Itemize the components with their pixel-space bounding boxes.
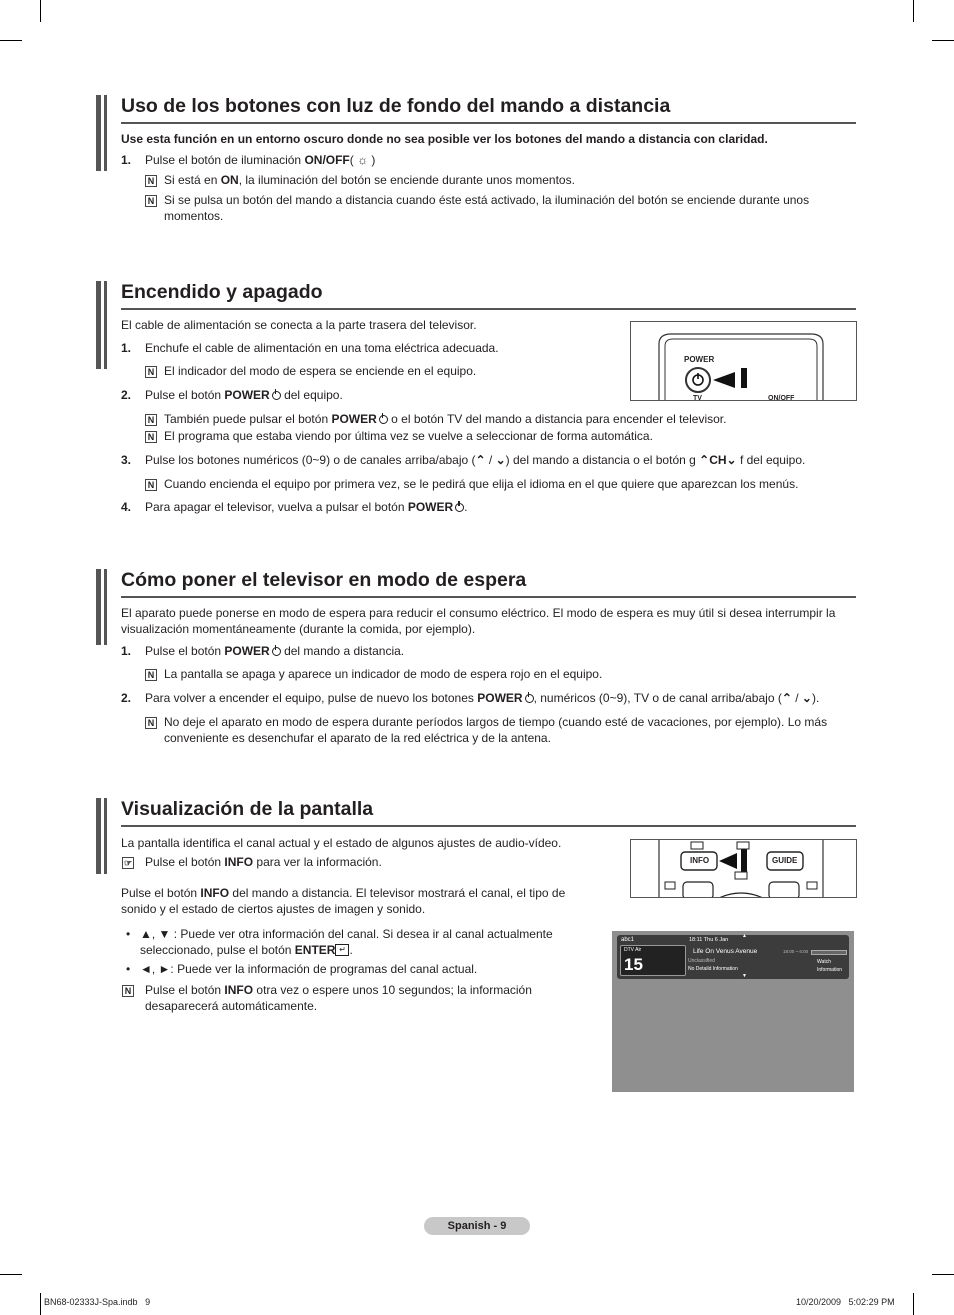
- remote-info-label: INFO: [690, 856, 710, 865]
- chevron-up-icon: ⌃: [475, 453, 486, 467]
- note-icon: N: [122, 985, 134, 997]
- step-text: Para apagar el televisor, vuelva a pulsar el botón POWER .: [145, 500, 468, 514]
- step-number: 2.: [121, 691, 132, 705]
- step-text: Pulse el botón POWER del mando a distancia.: [145, 644, 405, 658]
- step-number: 1.: [121, 153, 132, 167]
- note-icon: N: [145, 366, 157, 378]
- osd-time-range: 18:00 ~ 6:00: [783, 949, 809, 954]
- section-intro: La pantalla identifica el canal actual y el estado de algunos ajustes de audio-vídeo.: [121, 836, 562, 850]
- section-intro: El cable de alimentación se conecta a la parte trasera del televisor.: [121, 318, 477, 332]
- osd-information: Information: [817, 967, 843, 973]
- remote-drawing: [631, 840, 857, 898]
- section-title: Uso de los botones con luz de fondo del mando a distancia: [121, 95, 856, 124]
- osd-channel-name: abc1: [621, 937, 635, 943]
- footer-timestamp: 10/20/2009 5:02:29 PM: [796, 1297, 895, 1307]
- note-icon: N: [145, 175, 157, 187]
- remote-onoff-label: ON/OFF: [768, 395, 795, 401]
- chevron-down-icon: ⌄: [495, 453, 506, 467]
- crop-mark: [0, 1274, 22, 1275]
- step-number: 3.: [121, 453, 132, 467]
- footer-file: BN68-02333J-Spa.indb 9: [44, 1297, 151, 1307]
- section-standby: [96, 569, 856, 749]
- note-text: Si se pulsa un botón del mando a distancia cuando éste está activado, la iluminación del botón se enciende durante unos momentos.: [164, 193, 810, 223]
- crop-mark: [40, 1293, 41, 1315]
- osd-progress-bar: [811, 950, 847, 955]
- section-title: Visualización de la pantalla: [121, 798, 856, 827]
- note-text: La pantalla se apaga y aparece un indicador de modo de espera rojo en el equipo.: [164, 667, 603, 681]
- note-icon: N: [145, 479, 157, 491]
- section-intro: Use esta función en un entorno oscuro donde no sea posible ver los botones del mando a distancia con claridad.: [121, 132, 768, 146]
- crop-mark: [40, 0, 41, 22]
- crop-mark: [932, 40, 954, 41]
- power-icon: [525, 694, 534, 703]
- power-icon: [272, 391, 281, 400]
- step-text: Pulse el botón POWER del equipo.: [145, 388, 343, 402]
- chevron-down-icon: ⌄: [801, 691, 812, 705]
- tv-osd-screenshot: [612, 931, 854, 1092]
- page-number-pill: Spanish - 9: [424, 1217, 530, 1235]
- crop-mark: [0, 40, 22, 41]
- step-number: 1.: [121, 644, 132, 658]
- chevron-down-icon: ⌄: [726, 453, 737, 467]
- remote-guide-label: GUIDE: [772, 856, 798, 865]
- chevron-up-icon: ⌃: [699, 453, 710, 467]
- step-text: Para volver a encender el equipo, pulse de nuevo los botones POWER , numéricos (0~9), TV o de canal arriba/abajo (⌃ / ⌄).: [145, 691, 820, 705]
- power-icon: [272, 647, 281, 656]
- step-number: 1.: [121, 341, 132, 355]
- osd-detail: No Detaild Information: [688, 966, 738, 972]
- note-icon: N: [145, 414, 157, 426]
- bullet: •: [126, 927, 131, 941]
- osd-banner: [617, 935, 849, 979]
- bullet-text: ◄, ►: Puede ver la información de programas del canal actual.: [140, 962, 478, 976]
- note-icon: N: [145, 195, 157, 207]
- osd-category: Unclassified: [688, 958, 715, 964]
- note-icon: N: [145, 717, 157, 729]
- crop-mark: [913, 1293, 914, 1315]
- note-icon: N: [145, 669, 157, 681]
- bullet-text: ▲, ▼ : Puede ver otra información del canal. Si desea ir al canal actualmente seleccionado, pulse el botón ENTER ↵ .: [140, 927, 553, 957]
- note-text: También puede pulsar el botón POWER o el botón TV del mando a distancia para encender el televisor.: [164, 412, 727, 426]
- chevron-up-icon: ⌃: [781, 691, 792, 705]
- osd-channel-number: 15: [624, 955, 643, 974]
- note-text: Si está en ON, la iluminación del botón se enciende durante unos momentos.: [164, 173, 575, 187]
- step-number: 2.: [121, 388, 132, 402]
- step-text: Enchufe el cable de alimentación en una toma eléctrica adecuada.: [145, 341, 499, 355]
- osd-channel-box: [620, 945, 686, 976]
- step-text: Pulse el botón de iluminación ON/OFF( ☼ ): [145, 153, 376, 167]
- osd-down-arrow-icon: ▼: [742, 973, 747, 979]
- crop-mark: [932, 1274, 954, 1275]
- section-power: [96, 281, 856, 521]
- note-icon: N: [145, 431, 157, 443]
- osd-datetime: 18:11 Thu 6 Jan: [689, 937, 729, 943]
- note-text: Pulse el botón INFO otra vez o espere unos 10 segundos; la información desaparecerá automáticamente.: [145, 983, 532, 1013]
- bullet: •: [126, 962, 131, 976]
- paragraph: Pulse el botón INFO del mando a distancia. El televisor mostrará el canal, el tipo de sonido y el estado de ciertos ajustes de imagen y sonido.: [121, 886, 566, 916]
- osd-watch: Watch: [817, 959, 831, 965]
- press-info-text: Pulse el botón INFO para ver la información.: [145, 855, 382, 869]
- enter-icon: ↵: [335, 944, 349, 956]
- step-number: 4.: [121, 500, 132, 514]
- note-text: El programa que estaba viendo por última vez se vuelve a seleccionar de forma automática.: [164, 429, 653, 443]
- step-text: Pulse los botones numéricos (0~9) o de canales arriba/abajo (⌃ / ⌄) del mando a distancia o el botón g ⌃CH⌄ f del equipo.: [145, 453, 806, 467]
- section-title: Encendido y apagado: [121, 281, 856, 310]
- remote-drawing: [631, 322, 857, 401]
- crop-mark: [913, 0, 914, 22]
- note-text: No deje el aparato en modo de espera durante períodos largos de tiempo (cuando esté de vacaciones, por ejemplo). Lo más conveniente es desenchufar el aparato de la red eléctrica y de la antena.: [164, 715, 828, 745]
- power-icon: [455, 503, 464, 512]
- osd-program: Life On Venus Avenue: [693, 948, 758, 955]
- osd-up-arrow-icon: ▲: [742, 933, 747, 939]
- section-title: Cómo poner el televisor en modo de espera: [121, 569, 856, 598]
- remote-hand-icon: ☞: [123, 858, 133, 868]
- section-display: [96, 798, 856, 1098]
- power-icon: [379, 415, 388, 424]
- section-backlight: [96, 95, 856, 235]
- note-text: Cuando encienda el equipo por primera vez, se le pedirá que elija el idioma en el que quiere que aparezcan los menús.: [164, 477, 799, 491]
- remote-power-label: POWER: [684, 355, 715, 364]
- remote-power-illustration: [630, 321, 857, 401]
- section-intro: El aparato puede ponerse en modo de espera para reducir el consumo eléctrico. El modo de espera es muy útil si desea interrumpir la visualización momentáneamente (durante la comida, por ejemplo).: [121, 606, 836, 636]
- remote-info-illustration: [630, 839, 857, 898]
- remote-tv-label: TV: [693, 395, 702, 401]
- osd-channel-type: DTV Air: [624, 947, 642, 953]
- note-text: El indicador del modo de espera se enciende en el equipo.: [164, 364, 477, 378]
